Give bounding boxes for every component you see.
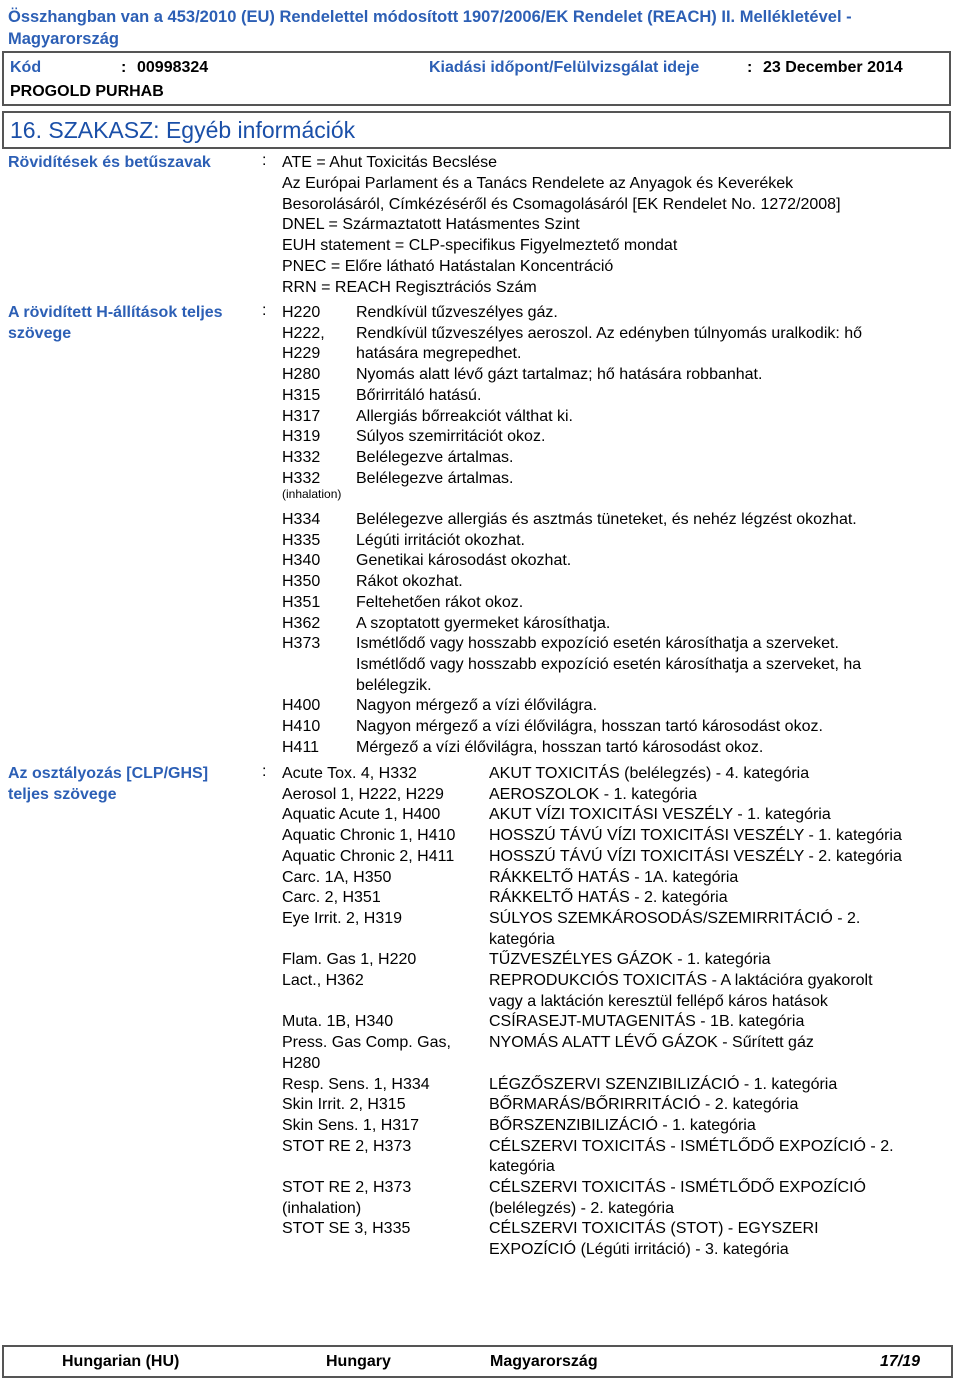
classification-code: Muta. 1B, H340 bbox=[282, 1013, 394, 1031]
h-statements-label-line1: A rövidített H-állítások teljes bbox=[8, 304, 223, 321]
classification-code: STOT SE 3, H335 bbox=[282, 1220, 411, 1238]
h-statement-text: Rendkívül tűzveszélyes gáz. bbox=[356, 304, 558, 321]
h-statement-text: Belélegezve allergiás és asztmás tüneteket, és nehéz légzést okozhat. bbox=[356, 511, 857, 528]
classification-code: STOT RE 2, H373 bbox=[282, 1137, 412, 1155]
regulation-title: Összhangban van a 453/2010 (EU) Rendelettel módosított 1907/2006/EK Rendelet (REACH) II. Mellékletével - Magyarország bbox=[8, 8, 852, 48]
classification-text: CÉLSZERVI TOXICITÁS - ISMÉTLŐDŐ EXPOZÍCIÓ - 2. bbox=[489, 1137, 894, 1155]
classification-code: STOT RE 2, H373 bbox=[282, 1179, 412, 1196]
h-statement-text: Nyomás alatt lévő gázt tartalmaz; hő hatására robbanhat. bbox=[356, 366, 763, 384]
classification-code: Skin Irrit. 2, H315 bbox=[282, 1096, 406, 1114]
classification-code: Flam. Gas 1, H220 bbox=[282, 951, 417, 969]
h-statement-code: H222, bbox=[282, 324, 325, 342]
h-statements-label-line2: szövege bbox=[8, 325, 72, 342]
classification-text: BŐRSZENZIBILIZÁCIÓ - 1. kategória bbox=[489, 1116, 756, 1134]
classification-text: SÚLYOS SZEMKÁROSODÁS/SZEMIRRITÁCIÓ - 2. bbox=[489, 909, 861, 927]
h-statement-code: H351 bbox=[282, 593, 321, 611]
abbreviation-line: Besorolásáról, Címkézéséről és Csomagolásáról [EK Rendelet No. 1272/2008] bbox=[282, 195, 841, 213]
h-statement-code: H373 bbox=[282, 635, 321, 653]
h-statement-text: Belélegezve ártalmas. bbox=[356, 469, 514, 487]
h-statement-text: A szoptatott gyermeket károsíthatja. bbox=[356, 614, 611, 632]
classification-text: HOSSZÚ TÁVÚ VÍZI TOXICITÁSI VESZÉLY - 1. kategória bbox=[489, 827, 902, 845]
classification-text: RÁKKELTŐ HATÁS - 2. kategória bbox=[489, 889, 728, 907]
classification-text: CÉLSZERVI TOXICITÁS - ISMÉTLŐDŐ EXPOZÍCIÓ bbox=[489, 1179, 866, 1196]
footer-page-number: 17/19 bbox=[880, 1353, 921, 1370]
classification-code: Eye Irrit. 2, H319 bbox=[282, 909, 403, 927]
h-statement-code: H332 bbox=[282, 448, 321, 466]
h-statement-text: Feltehetően rákot okoz. bbox=[356, 593, 524, 611]
footer-language: Hungarian (HU) bbox=[62, 1353, 180, 1370]
h-statement-text: Genetikai károsodást okozhat. bbox=[356, 552, 572, 570]
classification-label-line1: Az osztályozás [CLP/GHS] bbox=[8, 765, 209, 782]
classification-colon: : bbox=[262, 763, 267, 780]
h-statement-code: H400 bbox=[282, 697, 321, 715]
classification-text: BŐRMARÁS/BŐRIRRITÁCIÓ - 2. kategória bbox=[489, 1096, 799, 1114]
h-statements-colon: : bbox=[262, 302, 267, 319]
abbreviation-line: DNEL = Származtatott Hatásmentes Szint bbox=[282, 216, 580, 234]
h-statement-text: Nagyon mérgező a vízi élővilágra. bbox=[356, 697, 598, 715]
product-info-box bbox=[2, 51, 951, 106]
h-statement-text: Nagyon mérgező a vízi élővilágra, hosszan tartó károsodást okoz. bbox=[356, 718, 823, 735]
code-value: 00998324 bbox=[137, 59, 209, 76]
classification-code: Acute Tox. 4, H332 bbox=[282, 765, 417, 782]
h-statement-code: H332 bbox=[282, 469, 321, 487]
classification-text: AEROSZOLOK - 1. kategória bbox=[489, 785, 698, 803]
h-statement-code: H317 bbox=[282, 407, 321, 425]
h-statement-text: Mérgező a vízi élővilágra, hosszan tartó károsodást okoz. bbox=[356, 738, 764, 756]
footer-bar bbox=[2, 1345, 953, 1378]
footer-country-local: Magyarország bbox=[490, 1353, 598, 1370]
classification-text: AKUT TOXICITÁS (belélegzés) - 4. kategória bbox=[489, 765, 810, 782]
classification-text: EXPOZÍCIÓ (Légúti irritáció) - 3. kategória bbox=[489, 1241, 789, 1259]
classification-code: Resp. Sens. 1, H334 bbox=[282, 1075, 430, 1093]
classification-code: Press. Gas Comp. Gas, bbox=[282, 1034, 451, 1052]
h-statement-code: H410 bbox=[282, 718, 321, 735]
classification-text: (belélegzés) - 2. kategória bbox=[489, 1199, 674, 1217]
classification-code: Carc. 2, H351 bbox=[282, 889, 381, 907]
h-statement-code: H220 bbox=[282, 304, 321, 321]
h-statement-code: H335 bbox=[282, 531, 321, 549]
classification-code: Aquatic Chronic 2, H411 bbox=[282, 847, 455, 865]
classification-code: Aquatic Acute 1, H400 bbox=[282, 806, 441, 824]
h-statement-text: Allergiás bőrreakciót válthat ki. bbox=[356, 407, 573, 425]
h-statement-code: H319 bbox=[282, 428, 321, 446]
abbreviations-colon: : bbox=[262, 152, 267, 169]
h-statement-text: hatására megrepedhet. bbox=[356, 345, 522, 363]
classification-text: REPRODUKCIÓS TOXICITÁS - A laktációra gyakorolt bbox=[489, 972, 873, 989]
classification-text: NYOMÁS ALATT LÉVŐ GÁZOK - Sűrített gáz bbox=[489, 1034, 814, 1052]
h-statement-text: Ismétlődő vagy hosszabb expozíció esetén károsíthatja a szerveket, ha bbox=[356, 655, 862, 673]
classification-code: Lact., H362 bbox=[282, 972, 364, 989]
classification-text: LÉGZŐSZERVI SZENZIBILIZÁCIÓ - 1. kategória bbox=[489, 1075, 838, 1093]
classification-code: Aerosol 1, H222, H229 bbox=[282, 785, 444, 803]
classification-text: kategória bbox=[489, 1158, 555, 1176]
classification-text: kategória bbox=[489, 930, 555, 948]
classification-code: H280 bbox=[282, 1054, 321, 1072]
issue-colon: : bbox=[747, 59, 753, 76]
section-heading-box bbox=[2, 111, 951, 149]
abbreviation-line: Az Európai Parlament és a Tanács Rendelete az Anyagok és Keverékek bbox=[282, 174, 794, 192]
classification-label-line2: teljes szövege bbox=[8, 786, 117, 803]
code-label: Kód bbox=[10, 59, 42, 76]
abbreviation-line: EUH statement = CLP-specifikus Figyelmeztető mondat bbox=[282, 237, 678, 255]
issue-value: 23 December 2014 bbox=[763, 59, 903, 76]
classification-text: RÁKKELTŐ HATÁS - 1A. kategória bbox=[489, 868, 739, 886]
footer-country: Hungary bbox=[326, 1353, 391, 1370]
classification-code: Carc. 1A, H350 bbox=[282, 868, 392, 886]
h-statement-text: Légúti irritációt okozhat. bbox=[356, 531, 525, 549]
abbreviations-label: Rövidítések és betűszavak bbox=[8, 154, 211, 171]
h-statement-code: H229 bbox=[282, 345, 321, 363]
h-statement-code: H315 bbox=[282, 386, 321, 404]
abbreviation-line: PNEC = Előre látható Hatástalan Koncentráció bbox=[282, 258, 614, 275]
h-statement-code: H411 bbox=[282, 738, 320, 756]
h-statement-code: H280 bbox=[282, 366, 321, 384]
h-statement-text: Ismétlődő vagy hosszabb expozíció esetén károsíthatja a szerveket. bbox=[356, 635, 839, 653]
abbreviation-line: RRN = REACH Regisztrációs Szám bbox=[282, 278, 537, 296]
h-statement-text: belélegzik. bbox=[356, 676, 432, 694]
h-statement-text: Rákot okozhat. bbox=[356, 573, 463, 591]
abbreviation-line: ATE = Ahut Toxicitás Becslése bbox=[282, 154, 498, 171]
classification-text: AKUT VÍZI TOXICITÁSI VESZÉLY - 1. kategória bbox=[489, 806, 831, 824]
h-statement-code: H350 bbox=[282, 573, 321, 591]
h-statement-code: (inhalation) bbox=[282, 487, 342, 502]
classification-text: CÉLSZERVI TOXICITÁS (STOT) - EGYSZERI bbox=[489, 1220, 819, 1238]
h-statement-text: Súlyos szemirritációt okoz. bbox=[356, 428, 546, 446]
classification-code: Aquatic Chronic 1, H410 bbox=[282, 827, 456, 845]
h-statement-text: Rendkívül tűzveszélyes aeroszol. Az edényben túlnyomás uralkodik: hő bbox=[356, 324, 863, 342]
classification-text: HOSSZÚ TÁVÚ VÍZI TOXICITÁSI VESZÉLY - 2. kategória bbox=[489, 847, 902, 865]
product-name: PROGOLD PURHAB bbox=[10, 83, 164, 100]
classification-text: TŰZVESZÉLYES GÁZOK - 1. kategória bbox=[489, 951, 771, 969]
classification-code: (inhalation) bbox=[282, 1199, 362, 1217]
h-statement-text: Bőrirritáló hatású. bbox=[356, 386, 482, 404]
issue-label: Kiadási időpont/Felülvizsgálat ideje bbox=[429, 59, 700, 76]
h-statement-code: H334 bbox=[282, 511, 321, 528]
code-colon: : bbox=[121, 59, 127, 76]
classification-code: Skin Sens. 1, H317 bbox=[282, 1116, 419, 1134]
classification-text: vagy a laktáción keresztül fellépő káros hatások bbox=[489, 992, 828, 1010]
h-statement-text: Belélegezve ártalmas. bbox=[356, 448, 514, 466]
h-statement-code: H340 bbox=[282, 552, 321, 570]
classification-text: CSÍRASEJT-MUTAGENITÁS - 1B. kategória bbox=[489, 1013, 805, 1031]
section-title: 16. SZAKASZ: Egyéb információk bbox=[10, 117, 356, 143]
h-statement-code: H362 bbox=[282, 614, 321, 632]
